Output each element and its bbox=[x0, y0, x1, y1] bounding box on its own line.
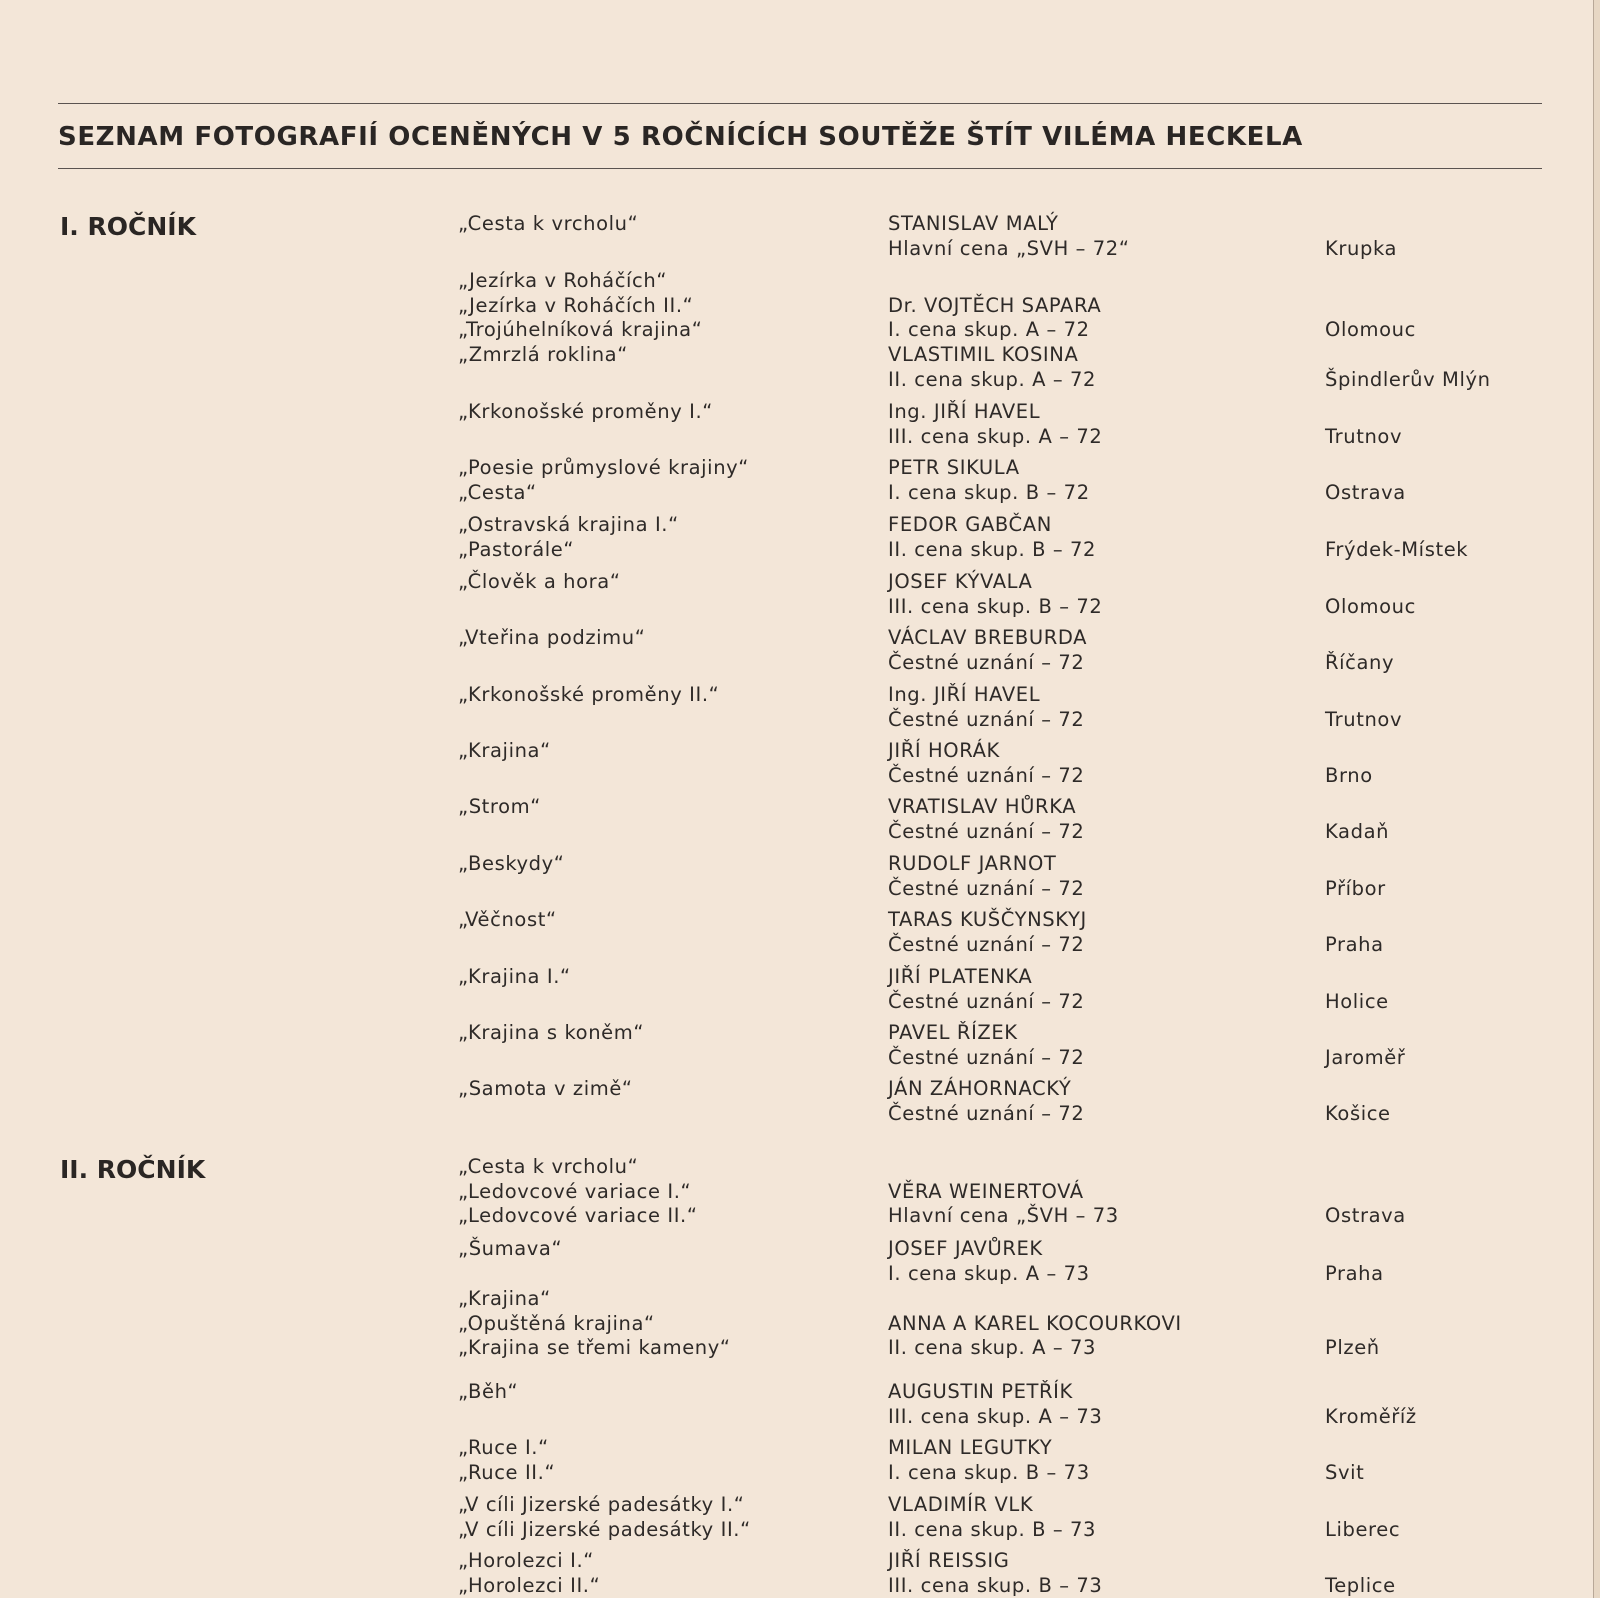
photo-title: „Opuštěná krajina“ bbox=[458, 1311, 655, 1335]
author-name: VĚRA WEINERTOVÁ bbox=[888, 1179, 1084, 1203]
photo-title: „Pastorále“ bbox=[458, 537, 575, 561]
author-city: Trutnov bbox=[1325, 707, 1403, 731]
photo-title: „Člověk a hora“ bbox=[458, 570, 621, 593]
photo-title: „Věčnost“ bbox=[458, 908, 557, 931]
photo-titles bbox=[458, 1549, 600, 1598]
author-city: Špindlerův Mlýn bbox=[1325, 367, 1491, 391]
author-block bbox=[888, 1436, 1090, 1485]
author-name: TARAS KUŠČYNSKYJ bbox=[888, 908, 1087, 931]
photo-titles bbox=[458, 1077, 633, 1102]
author-city: Kroměříž bbox=[1325, 1404, 1417, 1428]
award-label: Čestné uznání – 72 bbox=[888, 876, 1085, 900]
author-name: Ing. JIŘÍ HAVEL bbox=[888, 683, 1041, 706]
award-label: Čestné uznání – 72 bbox=[888, 650, 1085, 674]
photo-titles bbox=[458, 1380, 518, 1405]
award-label: III. cena skup. A – 72 bbox=[888, 424, 1103, 448]
author-city: Svit bbox=[1325, 1460, 1365, 1484]
author-city: Kadaň bbox=[1325, 819, 1390, 843]
author-block bbox=[888, 294, 1101, 343]
author-block bbox=[888, 1237, 1090, 1286]
author-block bbox=[888, 795, 1084, 844]
author-city: Olomouc bbox=[1325, 594, 1416, 618]
author-block bbox=[888, 739, 1084, 788]
award-label: II. cena skup. A – 72 bbox=[888, 367, 1097, 391]
photo-title: „V cíli Jizerské padesátky II.“ bbox=[458, 1517, 751, 1541]
photo-titles bbox=[458, 795, 541, 820]
author-name: JOSEF JAVŮREK bbox=[888, 1237, 1043, 1260]
author-city: Brno bbox=[1325, 763, 1373, 787]
author-city: Košice bbox=[1325, 1101, 1391, 1125]
author-name: PETR SIKULA bbox=[888, 456, 1020, 479]
award-label: II. cena skup. B – 73 bbox=[888, 1517, 1097, 1541]
author-name: JIŘÍ REISSIG bbox=[888, 1549, 1010, 1572]
author-block bbox=[888, 965, 1084, 1014]
award-label: II. cena skup. B – 72 bbox=[888, 537, 1097, 561]
author-block bbox=[888, 343, 1096, 392]
photo-titles bbox=[458, 965, 571, 990]
author-block bbox=[888, 626, 1087, 675]
photo-title: „V cíli Jizerské padesátky I.“ bbox=[458, 1493, 745, 1516]
photo-title: „Krajina“ bbox=[458, 739, 551, 762]
author-city: Olomouc bbox=[1325, 318, 1416, 341]
author-block bbox=[888, 1077, 1084, 1126]
author-name: JÁN ZÁHORNACKÝ bbox=[888, 1077, 1072, 1100]
photo-titles bbox=[458, 739, 551, 764]
author-city: Příbor bbox=[1325, 876, 1386, 900]
photo-titles bbox=[458, 1493, 751, 1542]
photo-titles bbox=[458, 908, 557, 933]
photo-titles bbox=[458, 1155, 698, 1229]
photo-title: „Jezírka v Roháčích II.“ bbox=[458, 293, 694, 317]
author-block bbox=[888, 852, 1084, 901]
author-city: Liberec bbox=[1325, 1517, 1401, 1541]
photo-titles bbox=[458, 343, 628, 368]
author-city: Praha bbox=[1325, 1261, 1384, 1285]
photo-titles bbox=[458, 1021, 644, 1046]
author-name: VRATISLAV HŮRKA bbox=[888, 795, 1077, 818]
author-name: JIŘÍ PLATENKA bbox=[888, 965, 1033, 988]
author-city: Holice bbox=[1325, 989, 1389, 1013]
award-label: I. cena skup. B – 72 bbox=[888, 480, 1090, 504]
photo-titles bbox=[458, 626, 645, 651]
page-edge bbox=[1593, 0, 1600, 1598]
author-block bbox=[888, 1312, 1182, 1361]
author-block bbox=[888, 212, 1130, 261]
photo-title: „Cesta k vrcholu“ bbox=[458, 212, 639, 235]
photo-title: „Ruce I.“ bbox=[458, 1436, 549, 1459]
photo-title: „Vteřina podzimu“ bbox=[458, 626, 646, 649]
author-block bbox=[888, 1549, 1102, 1598]
photo-titles bbox=[458, 212, 638, 237]
photo-title: „Krajina I.“ bbox=[458, 965, 571, 988]
award-label: III. cena skup. A – 73 bbox=[888, 1404, 1103, 1428]
author-name: JOSEF KÝVALA bbox=[888, 570, 1033, 593]
photo-title: „Ruce II.“ bbox=[458, 1460, 556, 1484]
author-block bbox=[888, 513, 1096, 562]
photo-title: „Cesta k vrcholu“ bbox=[458, 1155, 639, 1178]
author-city: Ostrava bbox=[1325, 480, 1406, 504]
photo-title: „Strom“ bbox=[458, 795, 541, 818]
author-name: PAVEL ŘÍZEK bbox=[888, 1021, 1018, 1044]
author-name: VLADIMÍR VLK bbox=[888, 1493, 1034, 1516]
photo-titles bbox=[458, 683, 719, 708]
photo-titles bbox=[458, 1287, 731, 1361]
award-label: I. cena skup. A – 72 bbox=[888, 318, 1090, 341]
author-name: VLASTIMIL KOSINA bbox=[888, 343, 1079, 366]
section-heading: I. ROČNÍK bbox=[60, 212, 196, 241]
author-name: VÁCLAV BREBURDA bbox=[888, 626, 1088, 649]
award-label: Čestné uznání – 72 bbox=[888, 1045, 1085, 1069]
author-name: RUDOLF JARNOT bbox=[888, 852, 1057, 875]
author-name: STANISLAV MALÝ bbox=[888, 212, 1059, 235]
photo-title: „Šumava“ bbox=[458, 1237, 563, 1260]
photo-title: „Poesie průmyslové krajiny“ bbox=[458, 456, 749, 479]
author-block bbox=[888, 1380, 1102, 1429]
award-label: I. cena skup. A – 73 bbox=[888, 1261, 1090, 1285]
author-city: Trutnov bbox=[1325, 424, 1403, 448]
title-rule bbox=[58, 168, 1542, 169]
author-city: Teplice bbox=[1325, 1573, 1396, 1597]
section-heading: II. ROČNÍK bbox=[60, 1155, 206, 1184]
author-block bbox=[888, 683, 1084, 732]
photo-titles bbox=[458, 570, 621, 595]
author-block bbox=[888, 400, 1102, 449]
author-name: Ing. JIŘÍ HAVEL bbox=[888, 400, 1041, 423]
author-city: Frýdek-Místek bbox=[1325, 537, 1469, 561]
photo-titles bbox=[458, 400, 713, 425]
photo-title: „Běh“ bbox=[458, 1380, 519, 1403]
photo-title: „Krkonošské proměny I.“ bbox=[458, 400, 713, 423]
author-block bbox=[888, 1180, 1119, 1229]
author-block bbox=[888, 456, 1090, 505]
author-block bbox=[888, 1493, 1096, 1542]
author-block bbox=[888, 570, 1102, 619]
award-label: Čestné uznání – 72 bbox=[888, 989, 1085, 1013]
photo-title: „Horolezci I.“ bbox=[458, 1549, 594, 1572]
photo-titles bbox=[458, 456, 749, 505]
photo-title: „Krajina se třemi kameny“ bbox=[458, 1336, 731, 1359]
award-label: Čestné uznání – 72 bbox=[888, 819, 1085, 843]
photo-titles bbox=[458, 1436, 555, 1485]
photo-title: „Cesta“ bbox=[458, 480, 537, 504]
author-block bbox=[888, 908, 1087, 957]
award-label: Čestné uznání – 72 bbox=[888, 763, 1085, 787]
award-label: II. cena skup. A – 73 bbox=[888, 1336, 1097, 1359]
photo-titles bbox=[458, 852, 565, 877]
photo-title: „Trojúhelníková krajina“ bbox=[458, 318, 703, 341]
author-name: AUGUSTIN PETŘÍK bbox=[888, 1380, 1073, 1403]
photo-title: „Zmrzlá roklina“ bbox=[458, 343, 628, 366]
author-city: Krupka bbox=[1325, 236, 1398, 260]
author-name: JIŘÍ HORÁK bbox=[888, 739, 1000, 762]
photo-title: „Krkonošské proměny II.“ bbox=[458, 683, 720, 706]
photo-title: „Krajina s koněm“ bbox=[458, 1021, 645, 1044]
photo-title: „Horolezci II.“ bbox=[458, 1573, 601, 1597]
photo-title: „Ledovcové variace II.“ bbox=[458, 1204, 698, 1227]
award-label: Čestné uznání – 72 bbox=[888, 932, 1085, 956]
author-city: Jaroměř bbox=[1325, 1045, 1406, 1069]
author-name: Dr. VOJTĚCH SAPARA bbox=[888, 293, 1102, 317]
author-city: Říčany bbox=[1325, 650, 1395, 674]
photo-titles bbox=[458, 1237, 562, 1262]
photo-title: „Beskydy“ bbox=[458, 852, 565, 875]
award-label: Čestné uznání – 72 bbox=[888, 1101, 1085, 1125]
photo-titles bbox=[458, 513, 679, 562]
award-label: III. cena skup. B – 73 bbox=[888, 1573, 1103, 1597]
photo-titles bbox=[458, 269, 702, 343]
photo-title: „Samota v zimě“ bbox=[458, 1077, 633, 1100]
award-label: I. cena skup. B – 73 bbox=[888, 1460, 1090, 1484]
author-name: MILAN LEGUTKY bbox=[888, 1436, 1053, 1459]
photo-title: „Ostravská krajina I.“ bbox=[458, 513, 679, 536]
award-label: III. cena skup. B – 72 bbox=[888, 594, 1103, 618]
award-label: Hlavní cena „ŠVH – 73 bbox=[888, 1204, 1119, 1227]
award-label: Čestné uznání – 72 bbox=[888, 707, 1085, 731]
page-title: SEZNAM FOTOGRAFIÍ OCENĚNÝCH V 5 ROČNÍCÍCH SOUTĚŽE ŠTÍT VILÉMA HECKELA bbox=[58, 122, 1303, 152]
top-rule bbox=[58, 103, 1542, 104]
photo-title: „Ledovcové variace I.“ bbox=[458, 1179, 692, 1203]
photo-title: „Jezírka v Roháčích“ bbox=[458, 269, 668, 292]
author-city: Praha bbox=[1325, 932, 1384, 956]
author-name: ANNA A KAREL KOCOURKOVI bbox=[888, 1311, 1182, 1335]
author-city: Ostrava bbox=[1325, 1204, 1406, 1227]
author-city: Plzeň bbox=[1325, 1336, 1380, 1359]
photo-title: „Krajina“ bbox=[458, 1287, 551, 1310]
award-label: Hlavní cena „SVH – 72“ bbox=[888, 236, 1130, 260]
author-name: FEDOR GABČAN bbox=[888, 513, 1052, 536]
author-block bbox=[888, 1021, 1084, 1070]
